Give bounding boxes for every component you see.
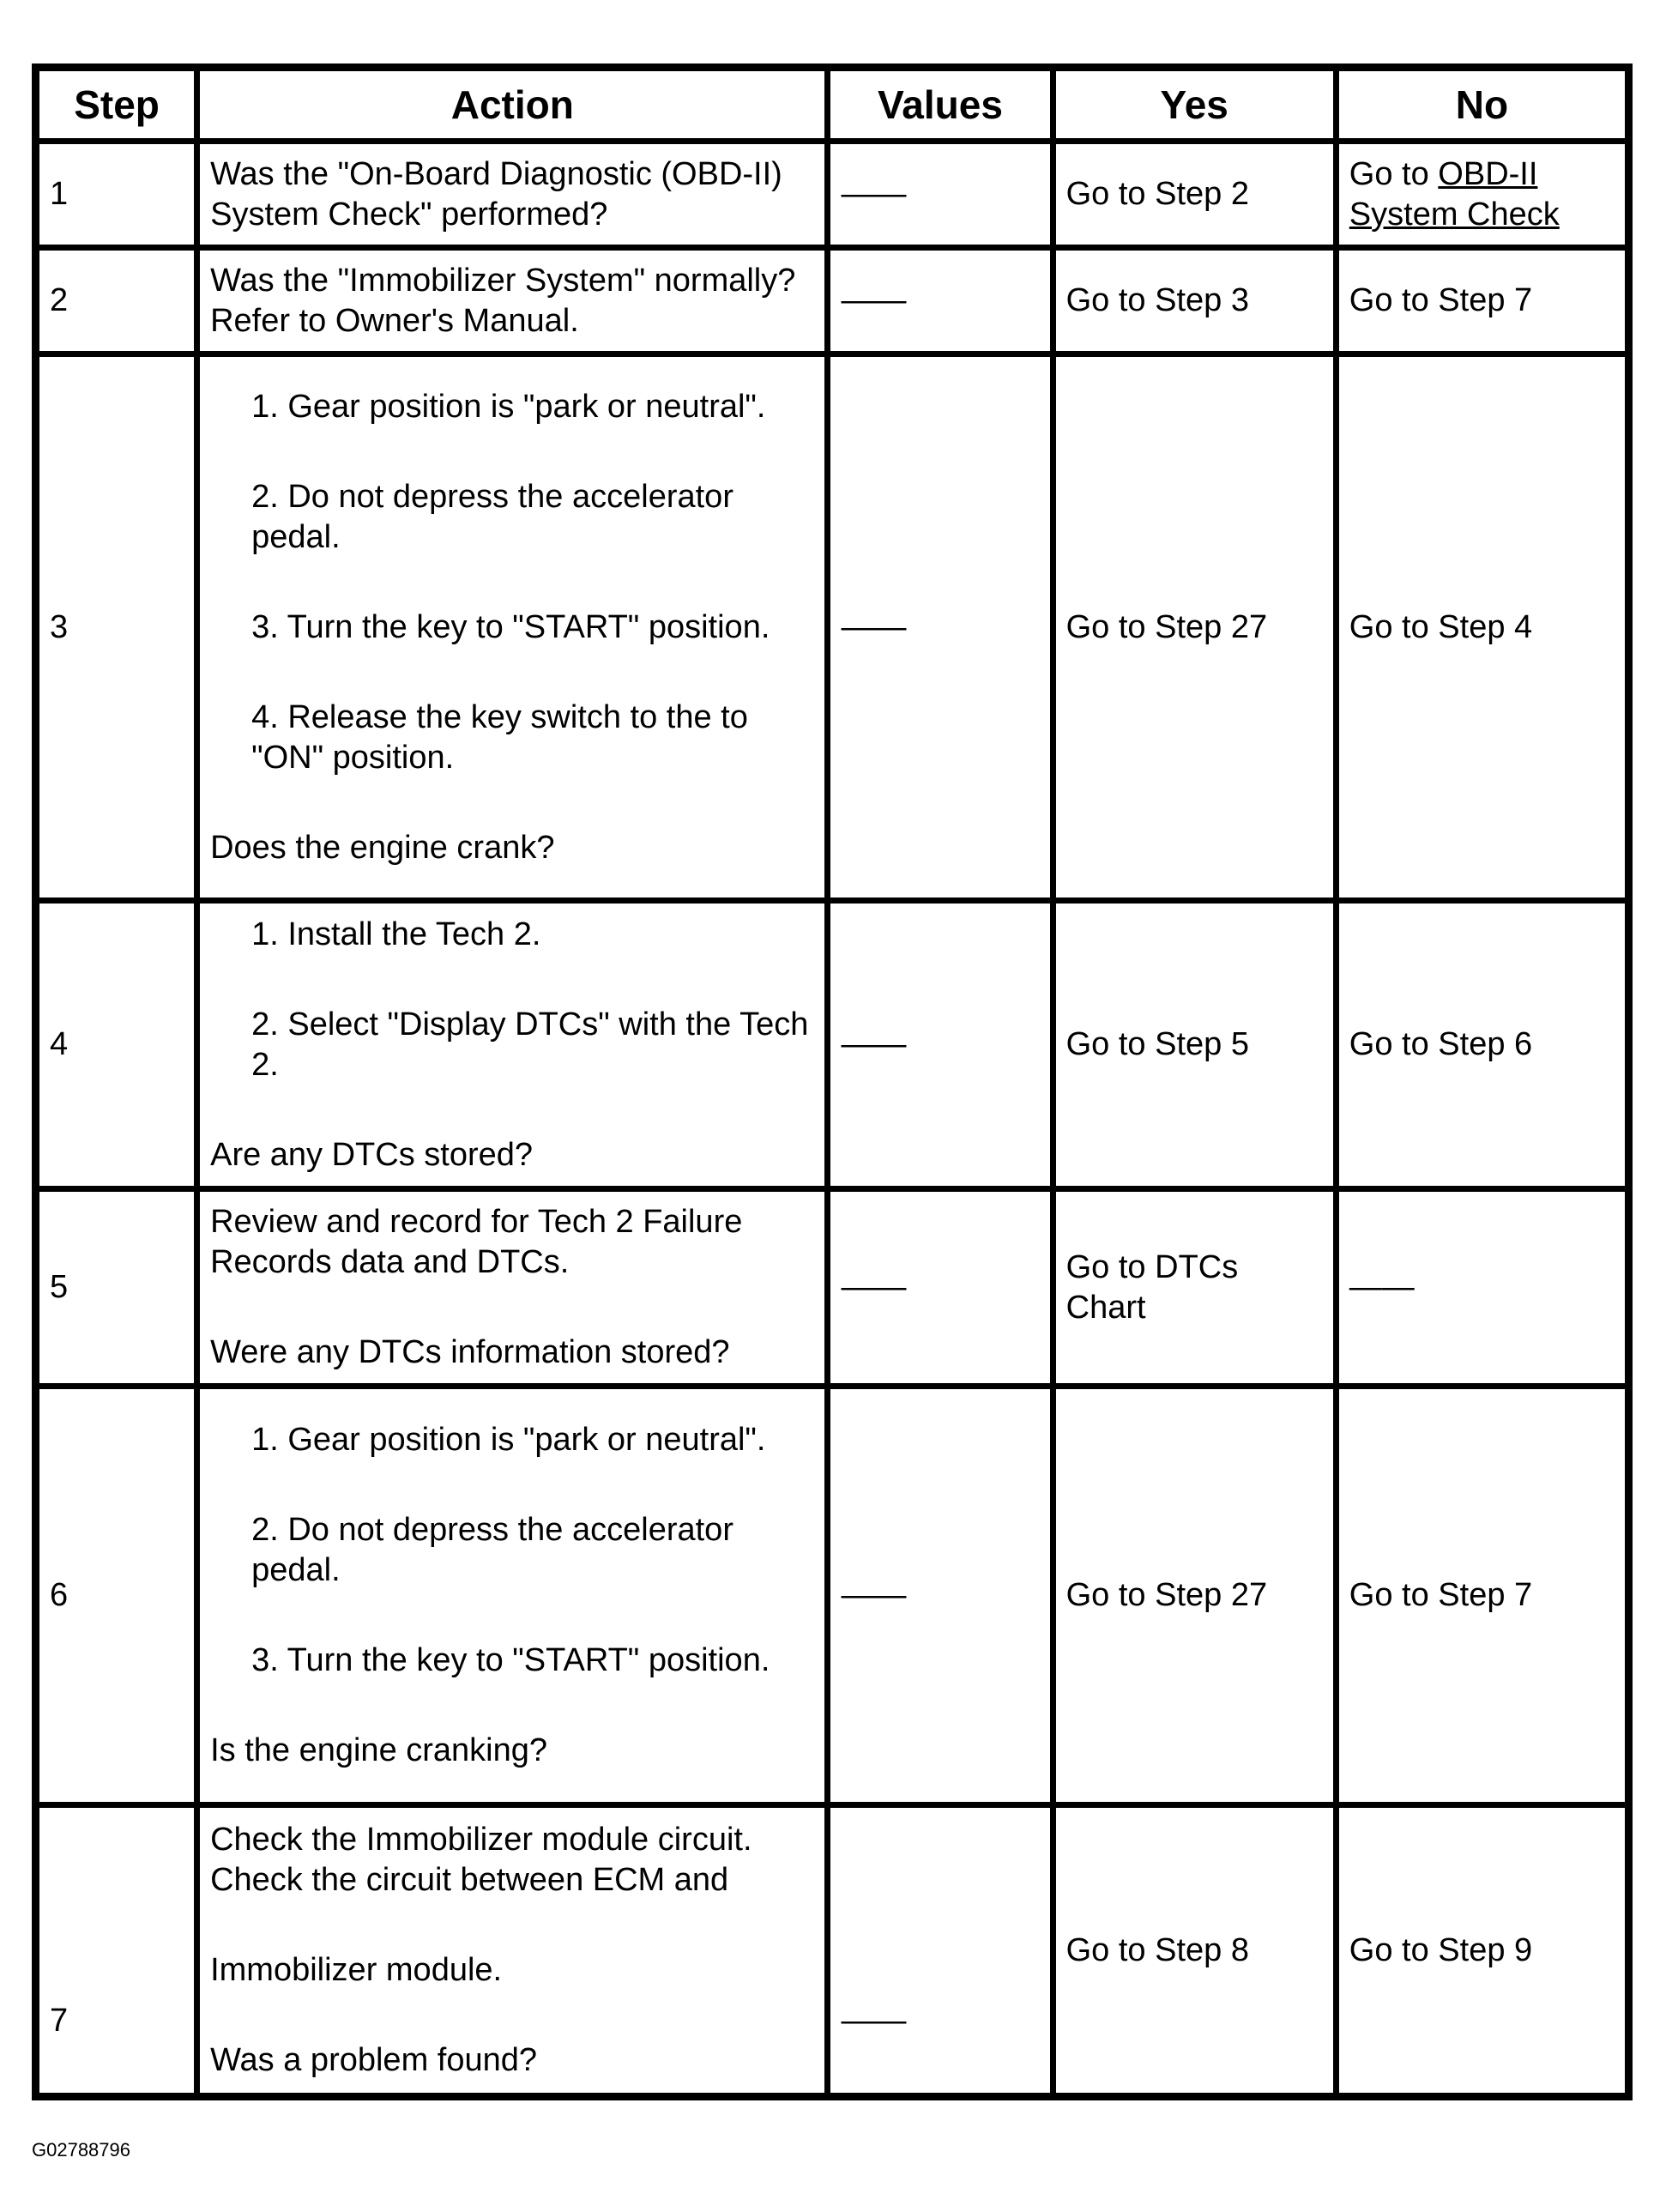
values-dash: —— (841, 282, 907, 318)
values-dash: —— (841, 176, 907, 212)
action-text: Review and record for Tech 2 Failure Records data and DTCs. (210, 1204, 743, 1280)
yes-cell: Go to Step 27 (1053, 1387, 1336, 1805)
substep: 2. Select "Display DTCs" with the Tech 2. (251, 1006, 809, 1083)
substep: 2. Do not depress the accelerator pedal. (251, 1512, 733, 1588)
action-text: Immobilizer module. (210, 1952, 503, 1988)
yes-cell: Go to Step 5 (1053, 901, 1336, 1189)
values-dash: —— (841, 1577, 907, 1613)
values-cell (828, 901, 1053, 1189)
values-cell (828, 1189, 1053, 1387)
no-dash: —— (1349, 1269, 1415, 1305)
substep: 3. Turn the key to "START" position. (251, 608, 770, 645)
table-row (36, 901, 1629, 1189)
yes-cell: Go to Step 3 (1053, 248, 1336, 354)
header-values: Values (828, 68, 1053, 142)
diagnostic-table (32, 63, 1633, 2100)
step-number: 3 (36, 354, 197, 901)
yes-cell: Go to Step 27 (1053, 354, 1336, 901)
table-row (36, 1189, 1629, 1387)
action-cell (197, 248, 828, 354)
values-cell (828, 1805, 1053, 2097)
step-number (36, 1805, 197, 2097)
action-cell (197, 901, 828, 1189)
figure-id: G02788796 (32, 2139, 130, 2161)
yes-cell: Go to Step 8 (1053, 1805, 1336, 2097)
action-text: Was the "Immobilizer System" normally? Refer to Owner's Manual. (210, 262, 796, 339)
table-row (36, 354, 1629, 901)
step-number: 4 (36, 901, 197, 1189)
no-prefix: Go to (1349, 155, 1439, 192)
table-row (36, 142, 1629, 248)
action-cell (197, 354, 828, 901)
yes-cell: Go to DTCs Chart (1053, 1189, 1336, 1387)
substep: 1. Gear position is "park or neutral". (251, 1422, 766, 1458)
substep: 2. Do not depress the accelerator pedal. (251, 478, 733, 555)
header-no: No (1336, 68, 1628, 142)
substep: 3. Turn the key to "START" position. (251, 1642, 770, 1678)
values-cell (828, 354, 1053, 901)
action-text: Was the "On-Board Diagnostic (OBD-II) System Check" performed? (210, 155, 782, 233)
values-cell (828, 142, 1053, 248)
header-row (36, 68, 1629, 142)
header-action: Action (197, 68, 828, 142)
action-question: Does the engine crank? (210, 829, 555, 866)
substep: 4. Release the key switch to the to "ON" position. (251, 698, 748, 776)
action-text: Check the Immobilizer module circuit. Check the circuit between ECM and (210, 1822, 752, 1898)
header-yes: Yes (1053, 68, 1336, 142)
values-dash: —— (841, 2003, 907, 2039)
values-cell (828, 248, 1053, 354)
action-question: Was a problem found? (210, 2042, 538, 2078)
substep: 1. Install the Tech 2. (251, 916, 541, 952)
no-cell (1336, 142, 1628, 248)
action-question: Are any DTCs stored? (210, 1136, 534, 1173)
table-row (36, 1387, 1629, 1805)
step-number: 2 (36, 248, 197, 354)
action-cell (197, 142, 828, 248)
step-number: 1 (36, 142, 197, 248)
values-dash: —— (841, 1269, 907, 1305)
action-cell (197, 1805, 828, 2097)
obd-ii-system-check-link[interactable]: OBD-II System Check (1349, 155, 1560, 233)
substep: 1. Gear position is "park or neutral". (251, 388, 766, 425)
table-row (36, 248, 1629, 354)
values-cell (828, 1387, 1053, 1805)
no-cell: Go to Step 7 (1336, 248, 1628, 354)
header-step: Step (36, 68, 197, 142)
action-cell (197, 1189, 828, 1387)
no-cell: Go to Step 9 (1336, 1805, 1628, 2097)
yes-cell: Go to Step 2 (1053, 142, 1336, 248)
no-cell: Go to Step 4 (1336, 354, 1628, 901)
action-question: Is the engine cranking? (210, 1732, 548, 1768)
no-cell: Go to Step 6 (1336, 901, 1628, 1189)
action-cell (197, 1387, 828, 1805)
values-dash: —— (841, 1026, 907, 1062)
step-number: 6 (36, 1387, 197, 1805)
no-cell: Go to Step 7 (1336, 1387, 1628, 1805)
values-dash: —— (841, 608, 907, 645)
table-row (36, 1805, 1629, 2097)
step-number-text: 7 (50, 2003, 69, 2039)
step-number: 5 (36, 1189, 197, 1387)
no-cell (1336, 1189, 1628, 1387)
action-question: Were any DTCs information stored? (210, 1334, 730, 1370)
